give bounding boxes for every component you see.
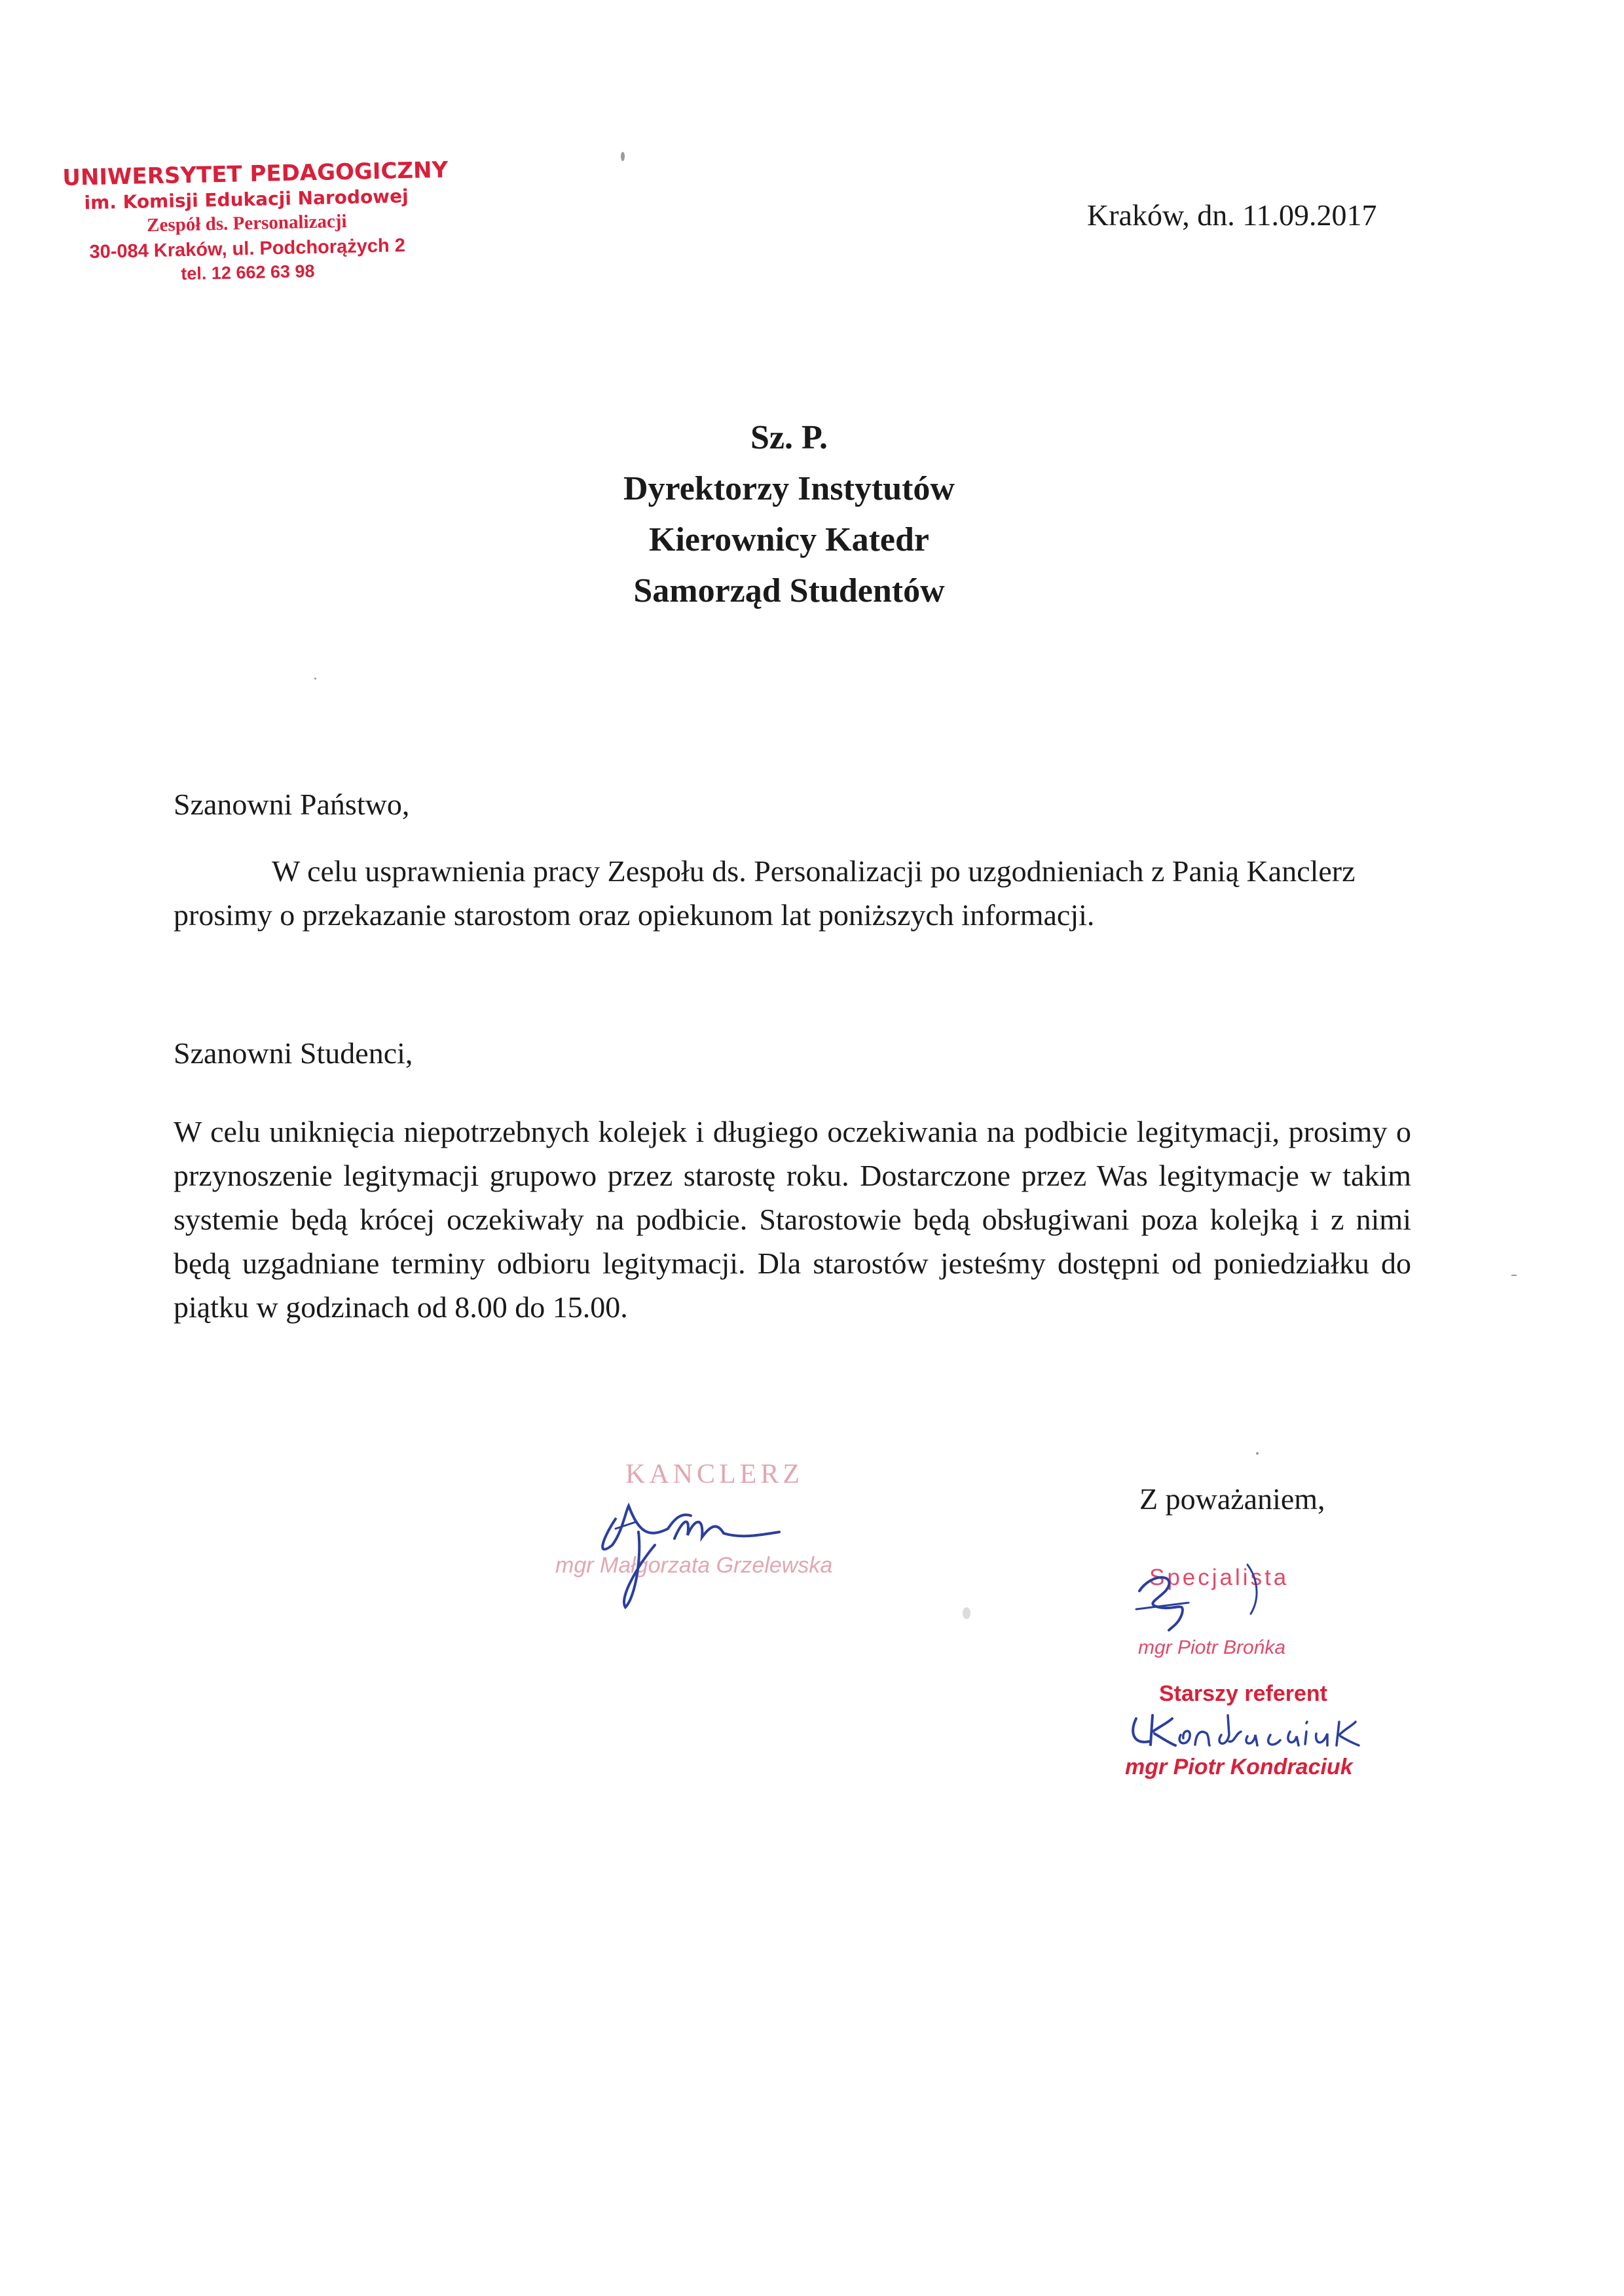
- referent-signature: [1123, 1702, 1372, 1761]
- kanclerz-stamp-title: KANCLERZ: [625, 1459, 803, 1489]
- paragraph-students: W celu uniknięcia niepotrzebnych kolejek i długiego oczekiwania na podbicie legitymacji, prosimy o przynoszenie legitymacji grupowo przez starostę roku. Dostarczone przez Was legitymacje w takim systemie będą krócej oczekiwały na podbicie. Starostowie będą obsługiwani poza kolejką i z nimi będą uzgadniane terminy odbioru legitymacji. Dla starostów jesteśmy dostępni od poniedziałku do piątku w godzinach od 8.00 do 15.00.: [174, 1115, 1411, 1324]
- greeting-staff: Szanowni Państwo,: [174, 788, 410, 821]
- scan-speck: [314, 678, 316, 680]
- kanclerz-signature: [576, 1467, 799, 1617]
- stamp-university-name: UNIWERSYTET PEDAGOGICZNY: [62, 156, 449, 191]
- scan-speck: [1511, 1275, 1517, 1276]
- specialist-stamp-name: mgr Piotr Brońka: [1138, 1637, 1286, 1658]
- paragraph-staff: W celu usprawnienia pracy Zespołu ds. Personalizacji po uzgodnieniach z Panią Kanclerz prosimy o przekazanie starostom oraz opiekunom lat poniższych informacji.: [174, 854, 1356, 932]
- stamp-phone: tel. 12 662 63 98: [181, 261, 315, 284]
- stamp-university-patron: im. Komisji Edukacji Narodowej: [84, 185, 409, 214]
- specialist-stamp-title: Specjalista: [1149, 1565, 1289, 1590]
- scan-speck: [1256, 1452, 1259, 1455]
- stamp-department: Zespół ds. Personalizacji: [146, 210, 347, 236]
- referent-stamp-name: mgr Piotr Kondraciuk: [1125, 1755, 1353, 1779]
- recipients-block: [458, 412, 1120, 617]
- scan-speck: [621, 152, 625, 161]
- referent-stamp-title: Starszy referent: [1159, 1681, 1328, 1706]
- recipient-line: Kierownicy Katedr: [649, 521, 929, 558]
- recipient-line: Samorząd Studentów: [633, 572, 945, 610]
- kanclerz-stamp-name: mgr Małgorzata Grzelewska: [555, 1553, 833, 1578]
- stamp-address: 30-084 Kraków, ul. Podchorążych 2: [89, 235, 406, 263]
- scan-speck: [963, 1607, 970, 1619]
- university-header-stamp: [62, 156, 449, 285]
- letter-date: Kraków, dn. 11.09.2017: [1087, 198, 1377, 232]
- recipient-line: Dyrektorzy Instytutów: [623, 470, 955, 507]
- closing-phrase: Z poważaniem,: [1139, 1482, 1325, 1516]
- specialist-signature: [1126, 1552, 1297, 1637]
- recipient-line: Sz. P.: [750, 419, 828, 456]
- greeting-students: Szanowni Studenci,: [174, 1036, 413, 1070]
